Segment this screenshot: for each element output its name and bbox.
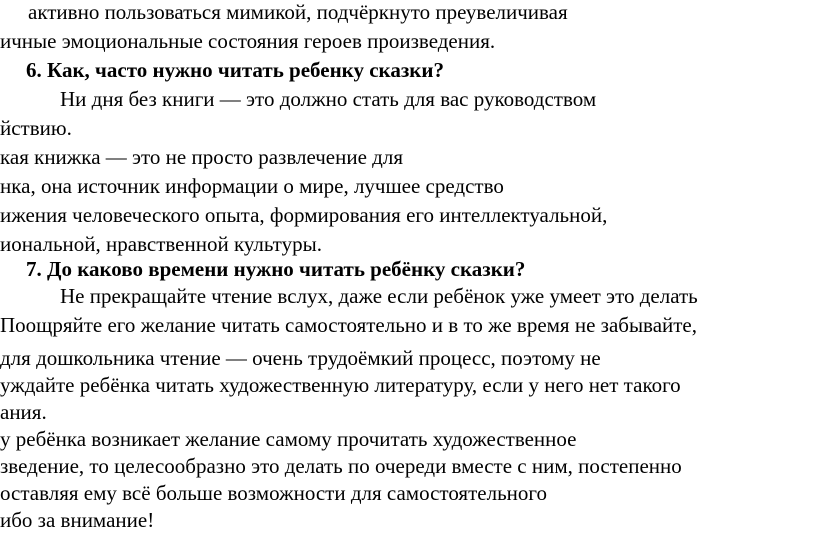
text-line: нка, она источник информации о мире, лучшее средство: [0, 174, 504, 198]
text-line: иональной, нравственной культуры.: [0, 232, 322, 256]
text-line: оставляя ему всё больше возможности для самостоятельного: [0, 481, 547, 505]
text-line: кая книжка — это не просто развлечение для: [0, 145, 403, 169]
text-line: ания.: [0, 400, 47, 424]
text-line: Не прекращайте чтение вслух, даже если ребёнок уже умеет это делать: [60, 284, 698, 308]
text-line: ичные эмоциональные состояния героев произведения.: [0, 29, 496, 53]
text-line: у ребёнка возникает желание самому прочитать художественное: [0, 427, 577, 451]
text-line: ижения человеческого опыта, формирования его интеллектуальной,: [0, 203, 608, 227]
section-heading-6: 6. Как, часто нужно читать ребенку сказки?: [26, 58, 444, 82]
text-line: зведение, то целесообразно это делать по очереди вместе с ним, постепенно: [0, 454, 682, 478]
text-line: Ни дня без книги — это должно стать для вас руководством: [60, 87, 597, 111]
text-line: для дошкольника чтение — очень трудоёмкий процесс, поэтому не: [0, 346, 601, 370]
text-line: Поощряйте его желание читать самостоятельно и в то же время не забывайте,: [0, 313, 697, 337]
text-line: уждайте ребёнка читать художественную литературу, если у него нет такого: [0, 373, 681, 397]
section-heading-7: 7. До каково времени нужно читать ребёнку сказки?: [26, 257, 526, 281]
closing-line: ибо за внимание!: [0, 508, 155, 532]
text-line: йствию.: [0, 116, 72, 140]
text-line: активно пользоваться мимикой, подчёркнуто преувеличивая: [28, 0, 568, 24]
